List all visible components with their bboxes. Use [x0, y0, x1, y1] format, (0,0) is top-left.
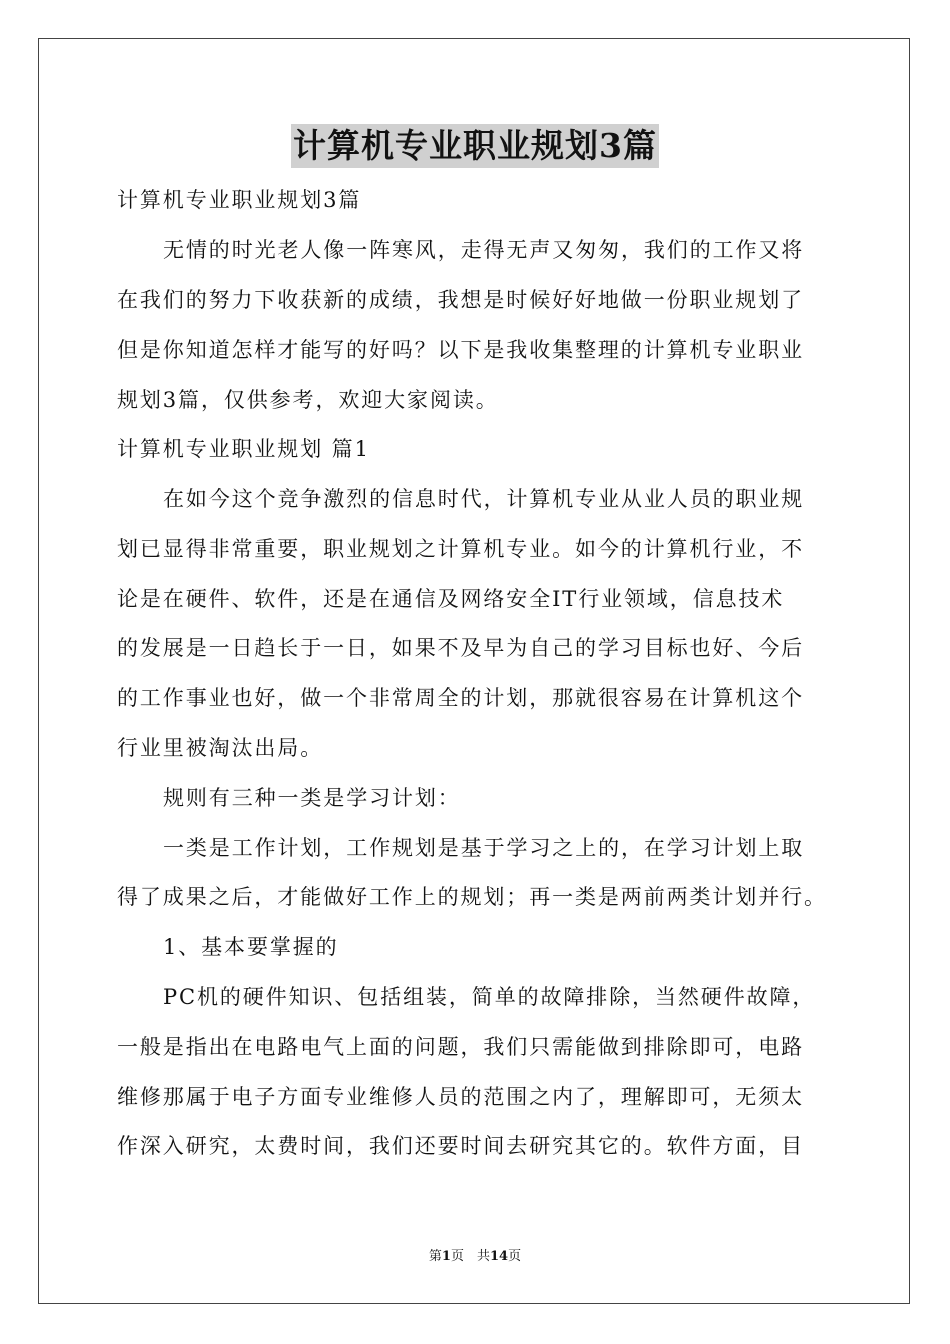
paragraph-line: 维修那属于电子方面专业维修人员的范围之内了，理解即可，无须太 — [117, 1085, 804, 1109]
footer-middle: 页 共 — [450, 1249, 490, 1264]
paragraph-line: 行业里被淘汰出局。 — [117, 736, 324, 760]
footer-prefix: 第 — [428, 1249, 442, 1264]
paragraph-line: 一般是指出在电路电气上面的问题，我们只需能做到排除即可，电路 — [117, 1035, 804, 1059]
paragraph-line: 一类是工作计划，工作规划是基于学习之上的，在学习计划上取 — [163, 836, 805, 860]
page-footer — [0, 1248, 950, 1266]
page-border — [38, 38, 910, 1304]
footer-page-number: 1 — [441, 1249, 451, 1264]
footer-suffix: 页 — [508, 1249, 522, 1264]
paragraph-line: 但是你知道怎样才能写的好吗？以下是我收集整理的计算机专业职业 — [117, 338, 804, 362]
paragraph-line: 的工作事业也好，做一个非常周全的计划，那就很容易在计算机这个 — [117, 686, 804, 710]
document-title: 计算机专业职业规划3篇 — [291, 124, 659, 168]
subtitle-line: 计算机专业职业规划3篇 — [117, 188, 362, 212]
paragraph-line: PC机的硬件知识、包括组装，简单的故障排除，当然硬件故障， — [163, 985, 816, 1009]
paragraph-line: 无情的时光老人像一阵寒风，走得无声又匆匆，我们的工作又将 — [163, 238, 805, 262]
list-heading: 1、基本要掌握的 — [163, 935, 339, 959]
paragraph-line: 规划3篇，仅供参考，欢迎大家阅读。 — [117, 388, 499, 412]
paragraph-line: 论是在硬件、软件，还是在通信及网络安全IT行业领域，信息技术 — [117, 587, 785, 611]
footer-total-pages: 14 — [489, 1249, 509, 1264]
paragraph-line: 在我们的努力下收获新的成绩，我想是时候好好地做一份职业规划了 — [117, 288, 804, 312]
paragraph-line: 作深入研究，太费时间，我们还要时间去研究其它的。软件方面，目 — [117, 1134, 804, 1158]
paragraph-line: 得了成果之后，才能做好工作上的规划；再一类是两前两类计划并行。 — [117, 885, 827, 909]
section-heading: 计算机专业职业规划 篇1 — [117, 437, 370, 461]
paragraph-line: 的发展是一日趋长于一日，如果不及早为自己的学习目标也好、今后 — [117, 636, 804, 660]
paragraph-line: 划已显得非常重要，职业规划之计算机专业。如今的计算机行业，不 — [117, 537, 804, 561]
paragraph-line: 规则有三种一类是学习计划： — [163, 786, 461, 810]
paragraph-line: 在如今这个竞争激烈的信息时代，计算机专业从业人员的职业规 — [163, 487, 805, 511]
title-container — [0, 124, 950, 168]
